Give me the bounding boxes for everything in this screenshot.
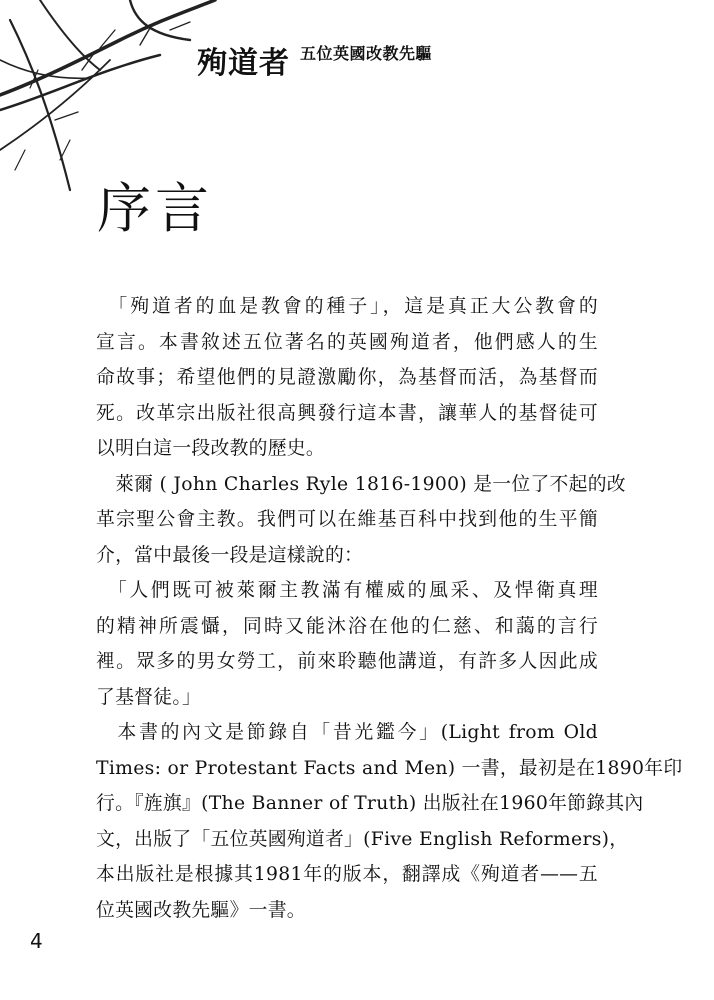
text-line: 文，出版了「五位英國殉道者」(Five English Reformers)， bbox=[96, 828, 629, 850]
text-line: 宣言。本書敘述五位著名的英國殉道者，他們感人的生 bbox=[96, 331, 598, 353]
page-number: 4 bbox=[30, 929, 43, 953]
text-line: 命故事；希望他們的見證激勵你，為基督而活，為基督而 bbox=[96, 367, 598, 388]
chapter-title: 序言 bbox=[97, 177, 213, 240]
text-line: 行。『旌旗』(The Banner of Truth) 出版社在1960年節錄其內 bbox=[96, 793, 644, 814]
text-line: 本書的內文是節錄自「昔光鑑今」(Light from Old bbox=[96, 722, 598, 743]
text-line: 位英國改教先驅》一書。 bbox=[96, 899, 306, 921]
text-line: 革宗聖公會主教。我們可以在維基百科中找到他的生平簡 bbox=[96, 509, 598, 530]
text-line: 萊爾 ( John Charles Ryle 1816-1900) 是一位了不起的改 bbox=[96, 473, 626, 495]
text-line: 「人們既可被萊爾主教滿有權威的風采、及悍衛真理 bbox=[96, 580, 598, 601]
body-text bbox=[96, 289, 683, 928]
text-line: 了基督徒。」 bbox=[96, 686, 202, 708]
text-line: 介，當中最後一段是這樣說的： bbox=[96, 544, 364, 566]
text-line: 「殉道者的血是教會的種子」，這是真正大公教會的 bbox=[96, 296, 598, 317]
text-line: 死。改革宗出版社很高興發行這本書，讓華人的基督徒可 bbox=[96, 402, 598, 424]
book-title: 殉道者 bbox=[197, 46, 290, 81]
text-line: 的精神所震懾，同時又能沐浴在他的仁慈、和藹的言行 bbox=[96, 615, 598, 637]
text-line: Times: or Protestant Facts and Men) 一書，最初是在1890年印 bbox=[96, 757, 683, 779]
text-line: 本出版社是根據其1981年的版本，翻譯成《殉道者——五 bbox=[96, 864, 598, 885]
text-line: 裡。眾多的男女勞工，前來聆聽他講道，有許多人因此成 bbox=[96, 651, 598, 672]
book-subtitle: 五位英國改教先驅 bbox=[300, 44, 433, 63]
text-line: 以明白這一段改教的歷史。 bbox=[96, 438, 325, 459]
